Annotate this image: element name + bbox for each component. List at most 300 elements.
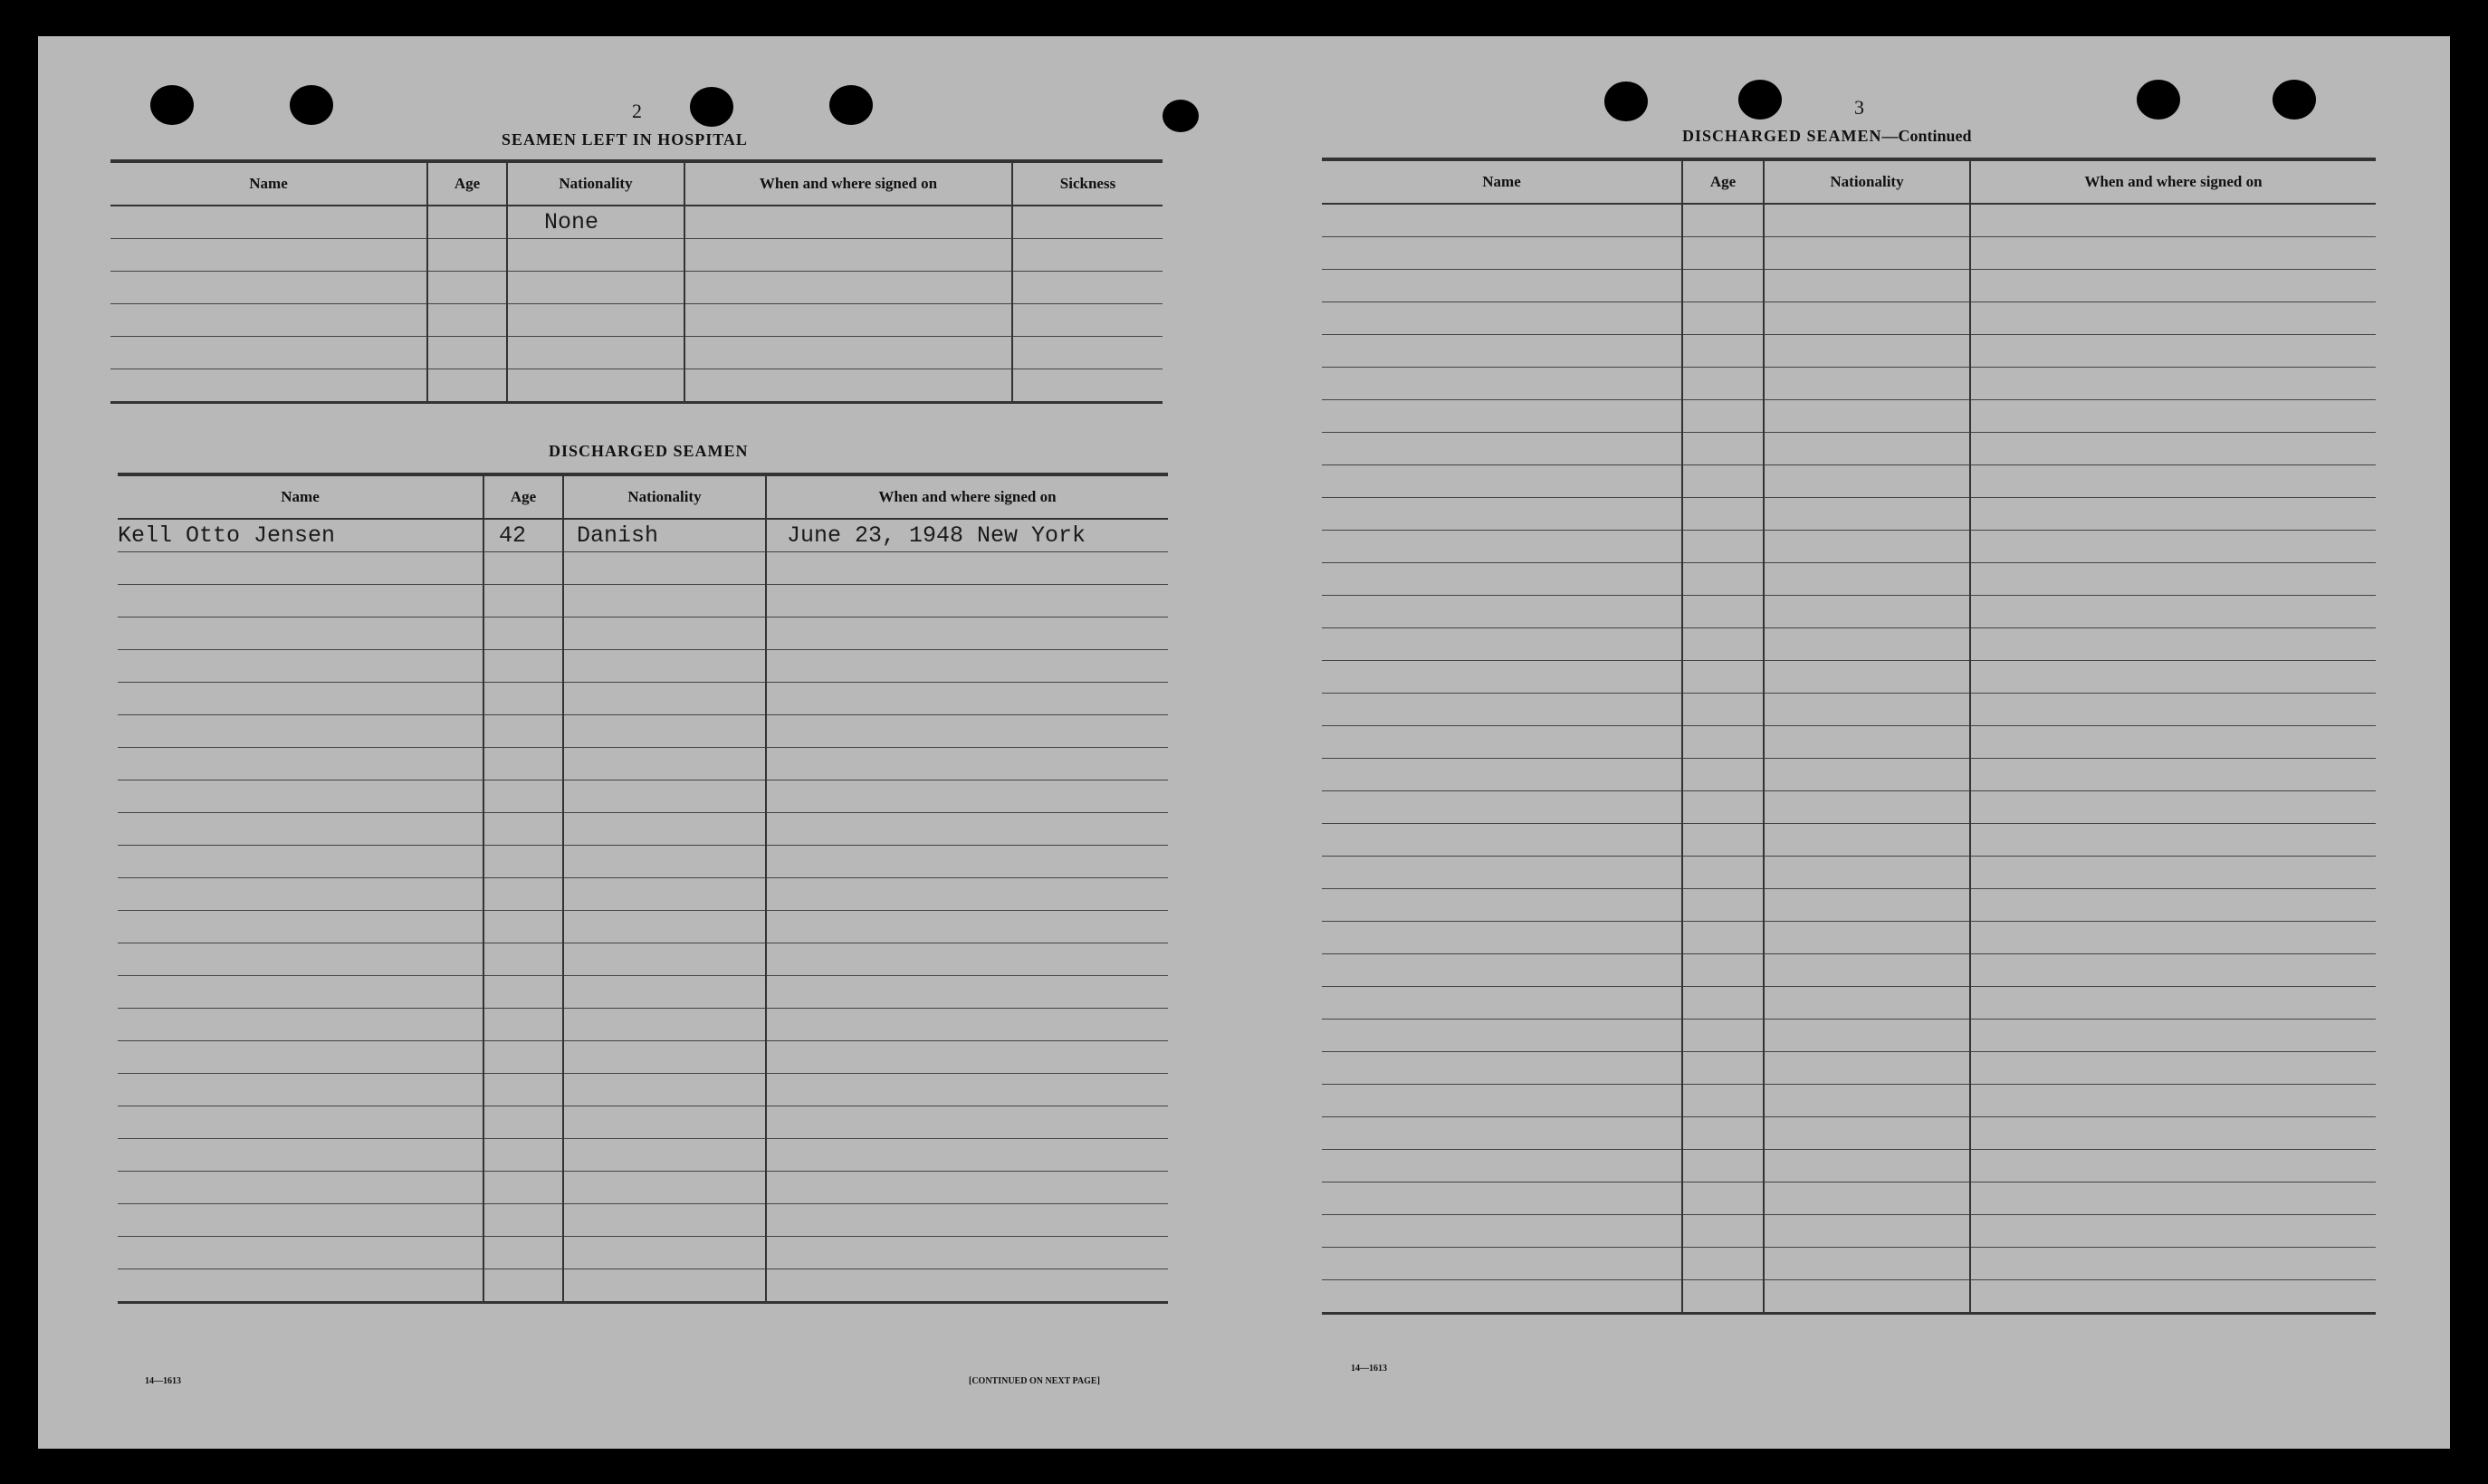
table-cell	[1682, 726, 1764, 759]
table-cell	[563, 878, 766, 911]
table-cell	[1322, 922, 1682, 954]
table-cell	[1764, 302, 1970, 335]
page-number: 2	[632, 100, 642, 122]
table-cell	[1970, 1117, 2376, 1150]
table-cell	[1322, 824, 1682, 857]
table-cell	[766, 1041, 1168, 1074]
table-row	[1322, 335, 2376, 368]
discharged-continued-table	[1322, 158, 2376, 1315]
table-row	[118, 1139, 1168, 1172]
table-cell	[1322, 400, 1682, 433]
table-cell	[1970, 759, 2376, 791]
table-cell	[1682, 1117, 1764, 1150]
table-row	[118, 519, 1168, 552]
table-cell	[118, 1204, 483, 1237]
table-cell	[1682, 596, 1764, 628]
table-cell	[118, 1009, 483, 1041]
table-cell	[110, 369, 427, 403]
table-cell	[766, 878, 1168, 911]
table-cell	[766, 1106, 1168, 1139]
table-cell	[1970, 628, 2376, 661]
table-cell	[483, 1204, 563, 1237]
discharged-table	[118, 473, 1168, 1304]
table-row	[1322, 563, 2376, 596]
table-row	[1322, 1215, 2376, 1248]
table-cell	[1682, 531, 1764, 563]
table-row	[1322, 954, 2376, 987]
column-header-signed-on: When and where signed on	[766, 474, 1168, 519]
table-cell: 42	[483, 519, 563, 552]
table-cell	[1970, 954, 2376, 987]
table-cell	[1322, 531, 1682, 563]
table-cell	[1682, 563, 1764, 596]
table-cell	[563, 1009, 766, 1041]
table-cell	[1322, 204, 1682, 237]
table-cell	[1682, 661, 1764, 694]
table-cell	[1764, 889, 1970, 922]
table-row	[1322, 661, 2376, 694]
table-row	[118, 1074, 1168, 1106]
table-cell	[1764, 857, 1970, 889]
table-cell	[1322, 954, 1682, 987]
table-cell	[1682, 1182, 1764, 1215]
table-cell	[1970, 1150, 2376, 1182]
column-header-nationality: Nationality	[1764, 159, 1970, 204]
table-cell	[766, 1074, 1168, 1106]
table-row	[110, 206, 1163, 239]
form-sheet	[38, 36, 2450, 1449]
punch-hole	[829, 85, 873, 125]
table-cell	[563, 976, 766, 1009]
table-cell	[483, 1172, 563, 1204]
table-row	[1322, 922, 2376, 954]
table-cell	[118, 650, 483, 683]
punch-hole	[1604, 81, 1648, 121]
table-cell	[483, 650, 563, 683]
table-row	[1322, 987, 2376, 1020]
table-cell	[1322, 726, 1682, 759]
table-cell	[118, 911, 483, 943]
punch-hole	[690, 87, 733, 127]
table-cell	[1970, 596, 2376, 628]
table-cell	[1012, 369, 1163, 403]
table-cell	[1970, 465, 2376, 498]
table-cell	[1682, 302, 1764, 335]
discharged-section-title: DISCHARGED SEAMEN	[549, 442, 749, 460]
table-cell	[563, 585, 766, 618]
table-row	[1322, 726, 2376, 759]
table-row	[1322, 465, 2376, 498]
table-cell	[1322, 498, 1682, 531]
table-cell	[563, 813, 766, 846]
table-row	[1322, 433, 2376, 465]
table-cell	[507, 369, 684, 403]
table-cell	[684, 239, 1012, 272]
table-cell	[1764, 791, 1970, 824]
table-cell	[1970, 1085, 2376, 1117]
table-cell	[563, 618, 766, 650]
table-cell	[1682, 1248, 1764, 1280]
table-cell	[1322, 302, 1682, 335]
table-row	[118, 1041, 1168, 1074]
table-row	[118, 846, 1168, 878]
table-cell	[1322, 1020, 1682, 1052]
table-cell	[1764, 1117, 1970, 1150]
table-cell	[483, 1139, 563, 1172]
table-cell	[1764, 628, 1970, 661]
table-cell	[483, 618, 563, 650]
table-cell	[1682, 889, 1764, 922]
discharged-continued-title	[1682, 127, 1972, 146]
table-cell	[563, 911, 766, 943]
table-cell	[1322, 1085, 1682, 1117]
hospital-table	[110, 159, 1163, 404]
table-cell	[118, 552, 483, 585]
table-cell	[1764, 694, 1970, 726]
table-row	[1322, 824, 2376, 857]
column-header-signed-on: When and where signed on	[1970, 159, 2376, 204]
table-cell	[563, 1172, 766, 1204]
table-row	[118, 1269, 1168, 1303]
table-row	[110, 272, 1163, 304]
table-cell	[1682, 1020, 1764, 1052]
table-cell	[563, 943, 766, 976]
table-cell	[1322, 1215, 1682, 1248]
table-cell	[1970, 922, 2376, 954]
table-cell	[1764, 1150, 1970, 1182]
table-cell	[483, 976, 563, 1009]
table-cell	[1970, 889, 2376, 922]
table-cell	[1682, 498, 1764, 531]
table-row	[118, 1237, 1168, 1269]
table-row	[1322, 302, 2376, 335]
table-cell	[1764, 563, 1970, 596]
table-cell	[1682, 1085, 1764, 1117]
table-cell	[1322, 563, 1682, 596]
table-cell	[118, 780, 483, 813]
table-cell	[483, 715, 563, 748]
table-cell	[1970, 335, 2376, 368]
table-cell	[1682, 204, 1764, 237]
table-row	[118, 813, 1168, 846]
table-cell	[563, 780, 766, 813]
table-row	[118, 878, 1168, 911]
continued-suffix: —Continued	[1881, 127, 1972, 145]
table-cell	[1682, 1215, 1764, 1248]
table-row	[1322, 1085, 2376, 1117]
table-cell	[118, 878, 483, 911]
table-cell	[766, 1172, 1168, 1204]
table-cell	[507, 304, 684, 337]
table-cell	[1682, 433, 1764, 465]
table-cell	[563, 650, 766, 683]
table-cell	[1682, 1052, 1764, 1085]
column-header-age: Age	[483, 474, 563, 519]
table-cell	[1970, 1248, 2376, 1280]
table-cell	[1970, 1052, 2376, 1085]
table-cell	[766, 1269, 1168, 1303]
table-cell	[118, 1172, 483, 1204]
table-cell	[1970, 433, 2376, 465]
table-row	[1322, 204, 2376, 237]
punch-hole	[290, 85, 333, 125]
section-title: DISCHARGED SEAMEN	[1682, 127, 1882, 145]
table-cell	[563, 1106, 766, 1139]
punch-hole	[2273, 80, 2316, 120]
table-cell	[1764, 987, 1970, 1020]
table-cell	[118, 943, 483, 976]
table-row	[118, 1009, 1168, 1041]
table-cell	[1764, 335, 1970, 368]
table-cell	[1764, 1182, 1970, 1215]
table-row	[118, 552, 1168, 585]
table-cell	[110, 206, 427, 239]
table-cell	[1764, 726, 1970, 759]
table-cell	[1322, 1052, 1682, 1085]
table-cell	[1764, 1085, 1970, 1117]
table-cell	[1682, 270, 1764, 302]
table-cell	[766, 911, 1168, 943]
table-cell	[118, 813, 483, 846]
table-cell	[1970, 1215, 2376, 1248]
table-cell	[1322, 857, 1682, 889]
table-cell	[1764, 759, 1970, 791]
table-cell	[1764, 1052, 1970, 1085]
table-cell	[483, 813, 563, 846]
table-row	[118, 911, 1168, 943]
table-cell	[1970, 694, 2376, 726]
table-cell	[563, 1237, 766, 1269]
table-cell	[1764, 922, 1970, 954]
table-row	[1322, 1117, 2376, 1150]
table-cell	[766, 618, 1168, 650]
table-cell	[427, 369, 507, 403]
table-cell	[684, 304, 1012, 337]
table-cell	[1322, 628, 1682, 661]
table-cell	[1322, 791, 1682, 824]
table-cell	[483, 911, 563, 943]
table-cell	[1764, 824, 1970, 857]
table-cell	[1322, 433, 1682, 465]
form-code: 14—1613	[145, 1376, 181, 1386]
table-cell	[1970, 204, 2376, 237]
table-cell	[1682, 922, 1764, 954]
table-row	[118, 683, 1168, 715]
table-cell	[766, 976, 1168, 1009]
table-cell	[483, 846, 563, 878]
table-cell	[1322, 889, 1682, 922]
table-cell	[1970, 400, 2376, 433]
table-cell	[483, 1074, 563, 1106]
table-cell	[1970, 857, 2376, 889]
table-cell	[563, 1041, 766, 1074]
table-cell	[1682, 628, 1764, 661]
table-cell	[483, 1269, 563, 1303]
table-cell	[1970, 302, 2376, 335]
table-cell	[1322, 270, 1682, 302]
table-cell	[1322, 987, 1682, 1020]
table-cell	[1322, 1280, 1682, 1314]
table-cell	[1764, 596, 1970, 628]
table-cell	[118, 1074, 483, 1106]
table-cell	[1970, 661, 2376, 694]
table-cell	[766, 846, 1168, 878]
table-row	[1322, 531, 2376, 563]
table-cell	[427, 272, 507, 304]
table-cell	[1764, 433, 1970, 465]
table-cell	[766, 683, 1168, 715]
table-cell	[1322, 1182, 1682, 1215]
column-header-age: Age	[1682, 159, 1764, 204]
table-cell	[118, 1106, 483, 1139]
table-cell	[1970, 1280, 2376, 1314]
table-row	[110, 239, 1163, 272]
table-cell	[118, 1041, 483, 1074]
punch-hole	[1738, 80, 1782, 120]
table-cell	[118, 618, 483, 650]
table-row	[1322, 791, 2376, 824]
table-row	[1322, 1150, 2376, 1182]
table-cell	[1322, 1150, 1682, 1182]
table-row	[1322, 694, 2376, 726]
table-cell	[1682, 987, 1764, 1020]
column-header-name: Name	[1322, 159, 1682, 204]
table-cell	[766, 1237, 1168, 1269]
table-row	[1322, 237, 2376, 270]
table-cell: None	[507, 206, 684, 239]
table-cell	[1764, 1280, 1970, 1314]
table-cell	[563, 1269, 766, 1303]
table-cell	[1012, 272, 1163, 304]
table-cell	[483, 683, 563, 715]
table-cell	[1682, 759, 1764, 791]
table-cell	[766, 552, 1168, 585]
table-cell	[684, 206, 1012, 239]
table-cell	[1764, 1248, 1970, 1280]
table-row	[110, 304, 1163, 337]
table-cell	[1970, 791, 2376, 824]
table-cell	[1764, 1215, 1970, 1248]
table-row	[1322, 1020, 2376, 1052]
table-cell	[1682, 368, 1764, 400]
table-row	[1322, 270, 2376, 302]
table-cell: June 23, 1948 New York	[766, 519, 1168, 552]
table-cell	[1970, 1020, 2376, 1052]
table-cell	[1322, 759, 1682, 791]
table-cell	[1970, 270, 2376, 302]
table-cell	[1764, 465, 1970, 498]
table-row	[110, 337, 1163, 369]
table-cell	[1970, 498, 2376, 531]
table-cell	[427, 304, 507, 337]
table-cell	[1322, 1117, 1682, 1150]
table-cell	[1322, 368, 1682, 400]
table-cell	[427, 337, 507, 369]
column-header-name: Name	[110, 161, 427, 206]
table-cell	[1764, 531, 1970, 563]
table-cell	[684, 369, 1012, 403]
table-row	[1322, 759, 2376, 791]
table-cell: Kell Otto Jensen	[118, 519, 483, 552]
hospital-section-title: SEAMEN LEFT IN HOSPITAL	[502, 130, 748, 148]
table-cell	[118, 683, 483, 715]
table-cell	[1764, 400, 1970, 433]
table-cell	[563, 1139, 766, 1172]
table-cell	[483, 1237, 563, 1269]
table-row	[118, 976, 1168, 1009]
table-cell	[1682, 237, 1764, 270]
table-row	[110, 369, 1163, 403]
page-number: 3	[1854, 96, 1864, 119]
table-cell	[766, 585, 1168, 618]
table-cell	[483, 1106, 563, 1139]
table-cell	[507, 239, 684, 272]
table-cell	[1682, 954, 1764, 987]
table-cell	[110, 337, 427, 369]
punch-hole	[150, 85, 194, 125]
table-cell	[1970, 563, 2376, 596]
table-row	[1322, 400, 2376, 433]
table-cell	[1764, 237, 1970, 270]
form-code: 14—1613	[1351, 1364, 1387, 1374]
table-cell	[483, 748, 563, 780]
table-cell	[1970, 987, 2376, 1020]
table-cell	[1012, 304, 1163, 337]
table-cell	[118, 715, 483, 748]
table-cell	[766, 650, 1168, 683]
table-cell	[118, 976, 483, 1009]
table-cell	[1970, 531, 2376, 563]
table-cell	[1682, 791, 1764, 824]
table-cell	[118, 1237, 483, 1269]
table-cell	[766, 1009, 1168, 1041]
column-header-signed-on: When and where signed on	[684, 161, 1012, 206]
table-cell	[766, 1139, 1168, 1172]
table-cell	[684, 337, 1012, 369]
table-cell	[1322, 465, 1682, 498]
continued-note: [CONTINUED ON NEXT PAGE]	[969, 1376, 1100, 1386]
table-cell	[1322, 335, 1682, 368]
table-cell	[1322, 1248, 1682, 1280]
table-row	[118, 715, 1168, 748]
table-cell	[563, 683, 766, 715]
table-cell	[507, 337, 684, 369]
table-cell	[563, 1204, 766, 1237]
table-row	[1322, 628, 2376, 661]
table-cell	[1970, 368, 2376, 400]
table-cell	[1970, 237, 2376, 270]
table-row	[118, 780, 1168, 813]
table-cell	[118, 846, 483, 878]
table-row	[1322, 857, 2376, 889]
column-header-age: Age	[427, 161, 507, 206]
table-cell	[1682, 1280, 1764, 1314]
table-row	[118, 1172, 1168, 1204]
table-cell	[1682, 857, 1764, 889]
punch-hole	[2137, 80, 2180, 120]
column-header-sickness: Sickness	[1012, 161, 1163, 206]
table-cell	[1764, 954, 1970, 987]
table-cell	[1012, 239, 1163, 272]
table-cell	[1682, 824, 1764, 857]
table-cell	[1764, 204, 1970, 237]
table-row	[118, 748, 1168, 780]
table-cell: Danish	[563, 519, 766, 552]
table-cell	[766, 943, 1168, 976]
table-cell	[1322, 694, 1682, 726]
table-cell	[483, 585, 563, 618]
table-cell	[1322, 237, 1682, 270]
